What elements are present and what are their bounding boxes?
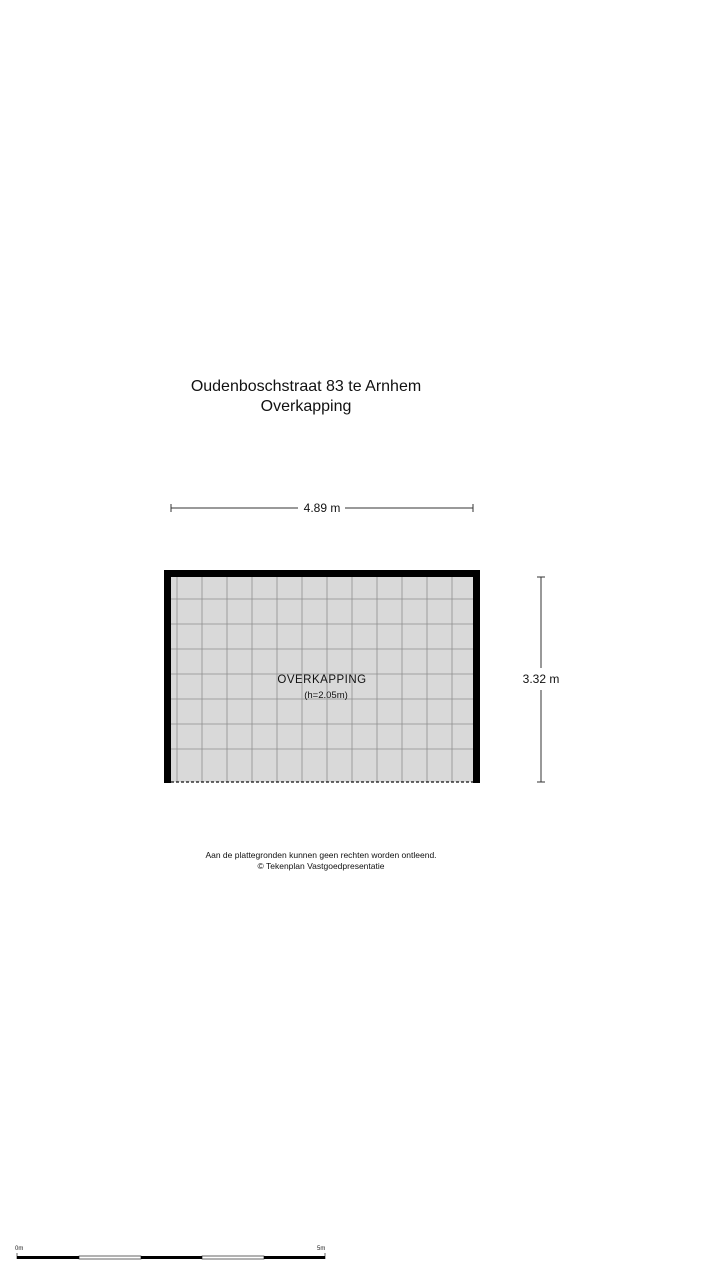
scale-start-label: 0m: [15, 1246, 24, 1252]
scale-segment: [17, 1256, 79, 1259]
scale-segment: [202, 1256, 264, 1259]
scale-bar: [17, 1253, 325, 1259]
scale-segment: [79, 1256, 141, 1259]
disclaimer-text: Aan de plattegronden kunnen geen rechten worden ontleend.: [205, 850, 437, 860]
plan-address-title: Oudenboschstraat 83 te Arnhem: [190, 378, 422, 395]
copyright-text: © Tekenplan Vastgoedpresentatie: [257, 861, 385, 871]
room-name-label: OVERKAPPING: [277, 674, 367, 686]
wall-right: [473, 570, 480, 783]
scale-end-label: 5m: [317, 1246, 326, 1252]
depth-dimension-label: 3.32 m: [522, 672, 560, 686]
wall-left: [164, 570, 171, 783]
wall-top: [164, 570, 480, 577]
depth-dimension: [523, 577, 560, 782]
floor-name-title: Overkapping: [260, 398, 352, 415]
scale-segment: [141, 1256, 202, 1259]
scale-segment: [264, 1256, 325, 1259]
width-dimension-label: 4.89 m: [303, 501, 341, 515]
room-height-label: (h=2.05m): [304, 690, 348, 701]
width-dimension: [171, 501, 473, 515]
